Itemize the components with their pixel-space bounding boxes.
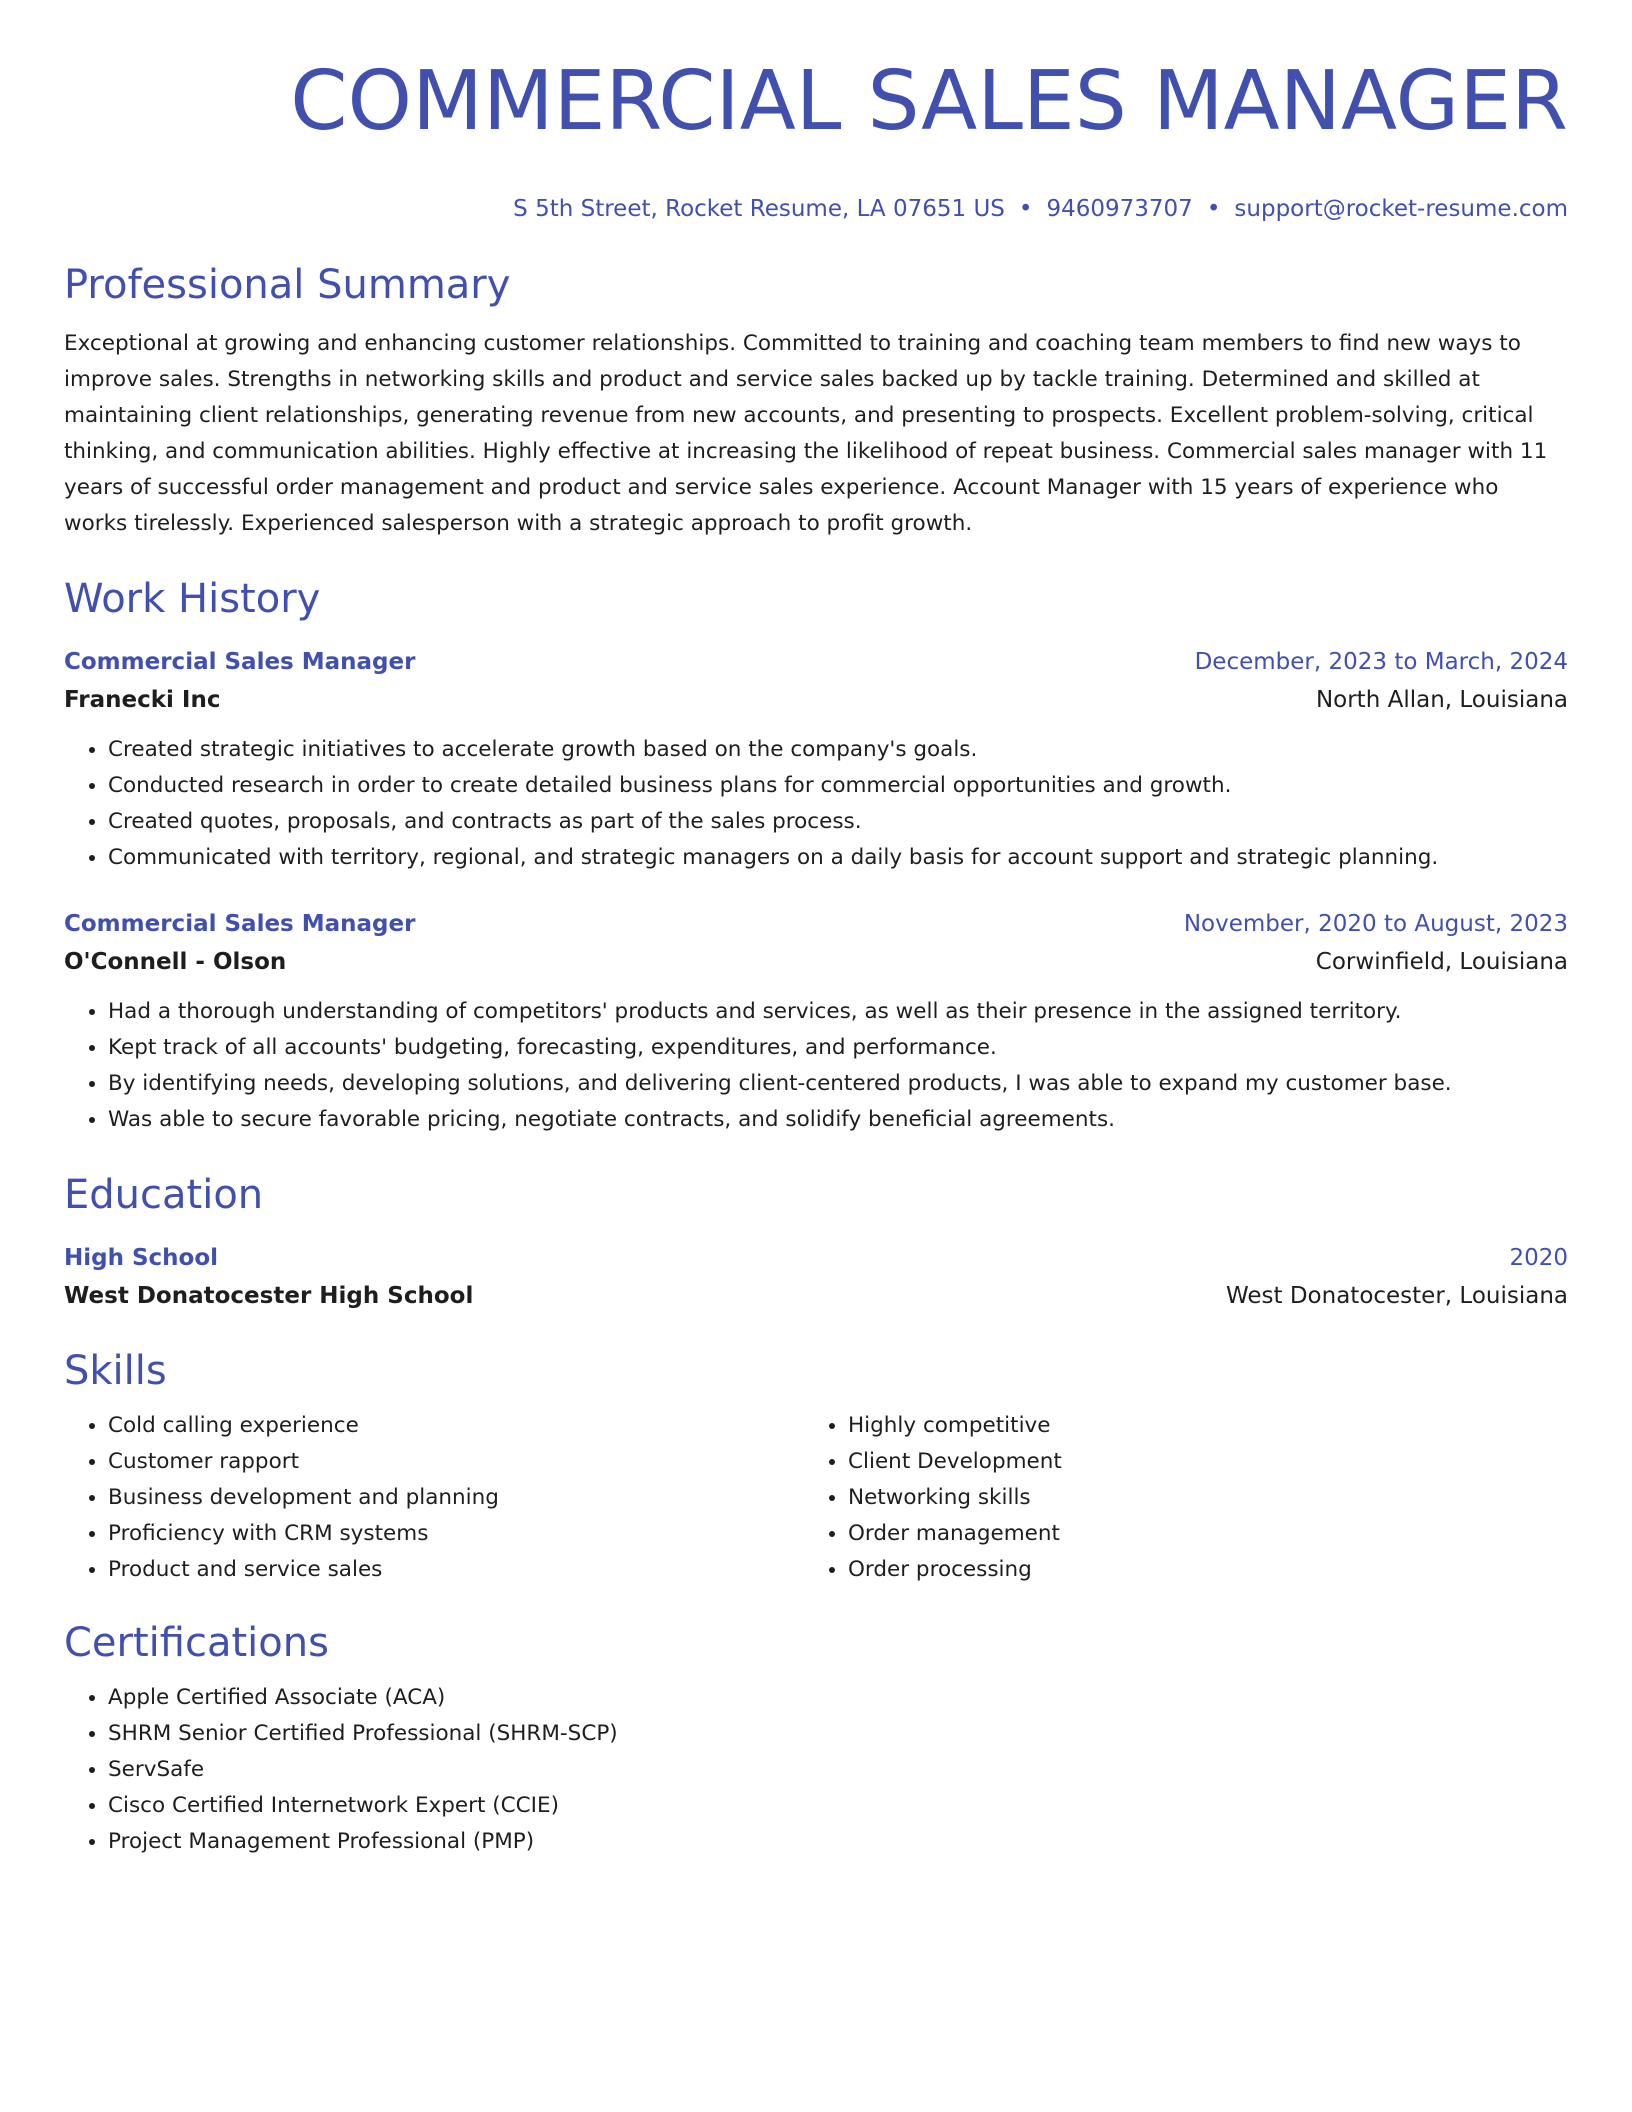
certifications-heading: Certifications xyxy=(64,1620,329,1666)
job-bullet: • Created strategic initiatives to accelerate growth based on the company's goals. xyxy=(108,732,1568,768)
job-location: North Allan, Louisiana xyxy=(1315,687,1568,713)
skill-item: • Cold calling experience xyxy=(108,1408,804,1444)
skill-item: • Client Development xyxy=(848,1444,1544,1480)
certifications-list xyxy=(64,1680,1568,1860)
education-degree: High School xyxy=(64,1245,219,1271)
certification-item: • Apple Certified Associate (ACA) xyxy=(108,1680,1568,1716)
skills-column-right xyxy=(804,1408,1544,1588)
job-location: Corwinfield, Louisiana xyxy=(1315,949,1568,975)
resume-header xyxy=(64,52,1568,224)
skill-item: • Business development and planning xyxy=(108,1480,804,1516)
work-history-heading: Work History xyxy=(64,576,321,622)
job-bullets xyxy=(64,732,1568,876)
skills-column-left xyxy=(64,1408,804,1588)
candidate-title: COMMERCIAL SALES MANAGER xyxy=(290,54,1568,149)
education-location: West Donatocester, Louisiana xyxy=(1225,1283,1568,1309)
certification-item: • Project Management Professional (PMP) xyxy=(108,1824,1568,1860)
certification-item: • Cisco Certified Internetwork Expert (CCIE) xyxy=(108,1788,1568,1824)
education-year: 2020 xyxy=(1509,1245,1568,1271)
contact-separator: • xyxy=(1206,196,1221,222)
contact-address: S 5th Street, Rocket Resume, LA 07651 US xyxy=(513,196,1005,222)
job-bullet: • Communicated with territory, regional, and strategic managers on a daily basis for account support and strategic planning. xyxy=(108,840,1568,876)
skills-heading: Skills xyxy=(64,1348,167,1394)
job-title: Commercial Sales Manager xyxy=(64,649,416,675)
job-company-row xyxy=(64,680,1568,720)
summary-heading: Professional Summary xyxy=(64,262,511,308)
skills-grid xyxy=(64,1408,1568,1588)
summary-text: Exceptional at growing and enhancing customer relationships. Committed to training and coaching team members to find new ways to improve sales. Strengths in networking skills and product and service sales backed up by tackle training. Determined and skilled at maintaining client relationships, generating revenue from new accounts, and presenting to prospects. Excellent problem-solving, critical thinking, and communication abilities. Highly effective at increasing the likelihood of repeat business. Commercial sales manager with 11 years of successful order management and product and service sales experience. Account Manager with 15 years of experience who works tirelessly. Experienced salesperson with a strategic approach to profit growth. xyxy=(64,331,1548,536)
job-header-row xyxy=(64,644,1568,680)
job-entry xyxy=(64,906,1568,1138)
job-company: O'Connell - Olson xyxy=(64,949,287,975)
skill-item: • Order processing xyxy=(848,1552,1544,1588)
job-bullet: • Conducted research in order to create detailed business plans for commercial opportunities and growth. xyxy=(108,768,1568,804)
job-dates: December, 2023 to March, 2024 xyxy=(1194,649,1568,675)
education-heading: Education xyxy=(64,1172,264,1218)
education-school-row xyxy=(64,1276,1568,1316)
job-bullets xyxy=(64,994,1568,1138)
skill-item: • Customer rapport xyxy=(108,1444,804,1480)
skill-item: • Order management xyxy=(848,1516,1544,1552)
certification-item: • SHRM Senior Certified Professional (SHRM-SCP) xyxy=(108,1716,1568,1752)
job-bullet: • Created quotes, proposals, and contracts as part of the sales process. xyxy=(108,804,1568,840)
education-entry xyxy=(64,1240,1568,1316)
contact-email: support@rocket-resume.com xyxy=(1234,196,1568,222)
skill-item: • Proficiency with CRM systems xyxy=(108,1516,804,1552)
job-title: Commercial Sales Manager xyxy=(64,911,416,937)
job-header-row xyxy=(64,906,1568,942)
job-entry xyxy=(64,644,1568,876)
contact-line xyxy=(64,194,1568,224)
contact-separator: • xyxy=(1018,196,1033,222)
skill-item: • Product and service sales xyxy=(108,1552,804,1588)
job-bullet: • Kept track of all accounts' budgeting, forecasting, expenditures, and performance. xyxy=(108,1030,1568,1066)
education-school: West Donatocester High School xyxy=(64,1283,474,1309)
job-bullet: • Had a thorough understanding of competitors' products and services, as well as their presence in the assigned territory. xyxy=(108,994,1568,1030)
education-header-row xyxy=(64,1240,1568,1276)
skill-item: • Highly competitive xyxy=(848,1408,1544,1444)
skill-item: • Networking skills xyxy=(848,1480,1544,1516)
job-bullet: • By identifying needs, developing solutions, and delivering client-centered products, I was able to expand my customer base. xyxy=(108,1066,1568,1102)
job-dates: November, 2020 to August, 2023 xyxy=(1183,911,1568,937)
certification-item: • ServSafe xyxy=(108,1752,1568,1788)
contact-phone: 9460973707 xyxy=(1046,196,1193,222)
job-company-row xyxy=(64,942,1568,982)
job-company: Franecki Inc xyxy=(64,687,221,713)
job-bullet: • Was able to secure favorable pricing, negotiate contracts, and solidify beneficial agreements. xyxy=(108,1102,1568,1138)
